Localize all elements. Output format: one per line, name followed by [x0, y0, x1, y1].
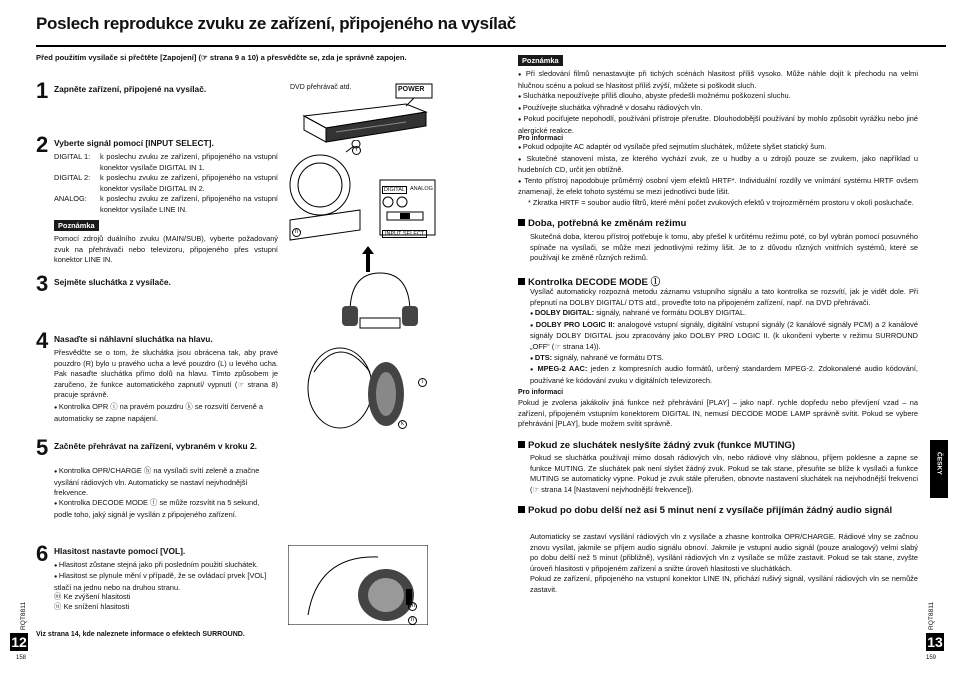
- step-2-number: 2: [36, 132, 49, 157]
- step-4-bullet: ● Kontrolka OPR ⓘ na pravém pouzdru ⓚ se rozsvítí červeně a automaticky se zapne napájení.: [54, 402, 278, 424]
- right-doc-code: RQT8811: [928, 601, 935, 630]
- volume-control-illustration: [288, 545, 428, 625]
- step-4-heading: Nasaďte si náhlavní sluchátka na hlavu.: [54, 334, 213, 344]
- callout-n: n: [408, 616, 417, 625]
- row-digital2: DIGITAL 2: k poslechu zvuku ze zařízení, připojeného na vstupní konektor vysílače DIGITAL IN 2.: [54, 173, 278, 193]
- right-page-number: 13: [927, 634, 943, 650]
- note-label: Poznámka: [54, 220, 99, 231]
- left-page-number: 12: [11, 634, 27, 650]
- right-note-label: Poznámka: [518, 55, 563, 66]
- callout-k: k: [398, 420, 407, 429]
- power-label: POWER: [398, 86, 425, 93]
- input-select-label: INPUT SELECT: [382, 230, 427, 238]
- left-small-page: 158: [16, 655, 27, 661]
- callout-m: m: [410, 603, 415, 609]
- row-analog: ANALOG: k poslechu zvuku ze zařízení, připojeného na vstupní konektor vysílače LINE IN.: [54, 194, 278, 214]
- analog-label: ANALOG: [410, 186, 433, 192]
- note-text: Pomocí zdrojů duálního zvuku (MAIN/SUB), vyberte požadovaný zvuk na přehrávači nebo televizoru, připojeného přes vstupní konektor LINE IN.: [54, 234, 278, 265]
- volume-up-text: ⓜ Ke zvýšení hlasitosti: [54, 592, 131, 601]
- decode-info-text: Pokud je zvolena jakákoliv jiná funkce než přehrávání [PLAY] – jako např. rychle dopředu nebo převíjení vzad – na zařízení, připojeném vstupním konektorem DIGITAL IN, nemusí DECODE MODE LAMP správně svítit. Pokud se vybere přehrávání [PLAY], bude možem svítit správně.: [518, 398, 918, 429]
- callout-l: l: [352, 146, 361, 155]
- row-digital1: DIGITAL 1: k poslechu zvuku ze zařízení, připojeného na vstupní konektor vysílače DIGITAL IN 1.: [54, 152, 278, 172]
- digital-label: DIGITAL: [384, 187, 405, 193]
- step-5-bullet-2: ● Kontrolka DECODE MODE ⓛ se může rozsvítit na 5 sekund, podle toho, jaký signál je vysílán z připojeného zařízení.: [54, 498, 278, 520]
- intro-text: Před použitím vysílače si přečtěte [Zapojení] (☞ strana 9 a 10) a přesvědčte se, zda je správně zapojen.: [36, 53, 407, 62]
- title-rule: [36, 45, 946, 47]
- section-muting-text: Pokud se sluchátka používají mimo dosah rádiových vln, nebo rádiové vlny slábnou, příjem poklesne a zapne se funkce MUTING. Ze sluchátek pak není slyšet žádný zvuk. Pokud se tak stane, přesuňte se blíže k vysílači a funkce MUTING se automaticky vypne. Pokud je zvuk stále přerušen, obnovte nastavení sluchátek na nejvhodnější frekvenci (☞ strana 14 [Nastavení nejvhodnější frekvence]).: [530, 453, 918, 494]
- input-select-list: [54, 152, 278, 216]
- step-6-number: 6: [36, 541, 49, 566]
- step-5-bullet-1: ● Kontrolka OPR/CHARGE ⓗ na vysílači svítí zeleně a značne vysílání rádiových vln. Automaticky se nastaví nejvhodnější frekvence.: [54, 466, 278, 499]
- step-1-number: 1: [36, 78, 49, 103]
- fig1-caption: DVD přehrávač atd.: [290, 84, 352, 91]
- step-4-text: Přesvědčte se o tom, že sluchátka jsou obrácena tak, aby pravé pouzdro (R) bylo u pravého ucha a levé pouzdro (L) u levého ucha. Pak nasaďte sluchátka přímo dolů na hlavu. Tímto způsobem je zaručeno, že funkce automatického zapnutí/ vypnutí (☞ strana 8) pracuje správně.: [54, 348, 278, 400]
- language-tab: ČESKY: [930, 440, 948, 498]
- step-6-heading: Hlasitost nastavte pomocí [VOL].: [54, 546, 186, 556]
- right-notes: ● Při sledování filmů nenastavujte při tichých scénách hlasitost příliš vysoko. Může náhle dojít k přechodu na velmi hlučnou scénu a pokud se hlasitost příliš zvýší, můžete si poškodit sluch. ● Sluchátka nepoužívejte příliš dlouho, abyste předešli možnému poškození sluchu. ● Používejte sluchátka výhradně v dosahu rádiových vln. ● Pokud pociťujete nepohodlí, používání přístroje přerušte. Dlouhodobější používání by mohlo způsobit vyrážku nebo jiné alergické reakce.: [518, 69, 918, 137]
- section-decode-mode-heading: Kontrolka DECODE MODE ⓛ: [518, 274, 660, 288]
- step-5-number: 5: [36, 435, 49, 460]
- left-doc-code: RQT8811: [20, 601, 27, 630]
- step-6-bullet-1: ● Hlasitost zůstane stejná jako při posledním použití sluchátek.: [54, 560, 278, 572]
- right-info: ● Pokud odpojíte AC adaptér od vysílače před sejmutím sluchátek, můžete slyšet statický šum. ● Skutečné stanovení místa, ze kterého vychází zvuk, ze u hudby a u zdrojů pouze se zvukem, jako například u hudebních CD, určit jen obtížně. ● Tento přístroj napodobuje průměrný osobní vjem efektů HRTF*. Individuální rozdíly ve vnímání systému HRTF ovšem znamenají, že efekt tohoto systému se mezi jednotlivci bude lišit. * Zkratka HRTF = soubor audio filtrů, které mění počet zvukových efektů v trojrozměrném prostoru v okolí posluchače.: [518, 142, 918, 209]
- right-info-label: Pro informaci: [518, 135, 564, 142]
- headphones-on-stand-illustration: [340, 268, 420, 330]
- step-1-heading: Zapněte zařízení, připojené na vysílač.: [54, 84, 207, 94]
- section-decode-mode-text: Vysílač automaticky rozpozná metodu záznamu vstupního signálu a tato kontrolka se rozsvítí, jak je vidět dole. Při přepnutí na DOLBY DIGITAL/ DTS atd., proveďte toto na připojeném zařízení, např. na DVD přehrávači. ● DOLBY DIGITAL: signály, nahrané ve formátu DOLBY DIGITAL. ● DOLBY PRO LOGIC II: analogové vstupní signály, digitální vstupní signály (2 kanálové signály PCM) a 2 kanálové signály DOLBY DIGITAL jsou zpracovány jako DOLBY PRO LOGIC II. (k ukončení vyberte v režimu SURROUND „OFF“ (☞ strana 14)). ● DTS: signály, nahrané ve formátu DTS. ● MPEG-2 AAC: jeden z kompresních audio formátů, určený standardem MPEG-2. Zdokonalené audio kódování, používané ke kódování zvuku v digitálních televizorech.: [530, 287, 918, 386]
- volume-down-text: ⓝ Ke snížení hlasitosti: [54, 602, 130, 611]
- step-3-number: 3: [36, 271, 49, 296]
- section-muting-heading: Pokud ze sluchátek neslyšíte žádný zvuk (funkce MUTING): [518, 440, 795, 451]
- step-5-heading: Začněte přehrávat na zařízení, vybraném v kroku 2.: [54, 441, 257, 451]
- section-mode-change-text: Skutečná doba, kterou přístroj potřebuje k tomu, aby přešel k určitému režimu poté, co byl vybrán pomocí posuvného spínače na vysílači, se může mezi jednotlivými režimy lišit. Je to z důvodu různých vnitřních systémů, které se používají ke změně různých režimů.: [530, 232, 918, 263]
- section-no-signal-text: Automaticky se zastaví vysílání rádiových vln z vysílače a zhasne kontrolka OPR/CHARGE. Rádiové vlny se začnou znovu vysílat, jakmile se příjem audio signálu obnoví. Jakmile je vstupní audio signál (pouze analogový) velmi slabý po dobu delší než 5 minut (přibližně), vysílání rádiových vln z vysílače se může zastavit. Pokud se tak stane, zvyšte úroveň hlasitosti v připojeném zařízení a snižte úroveň hlasitosti ve sluchátkách. Pokud ze zařízení, připojeného na vstupní konektor LINE IN, přichází rušivý signál, vysílání rádiových vln se nemůže zastavit.: [530, 532, 918, 594]
- right-small-page: 159: [926, 655, 937, 661]
- section-mode-change-heading: Doba, potřebná ke změnám režimu: [518, 218, 686, 229]
- step-4-number: 4: [36, 328, 49, 353]
- page-title: Poslech reprodukce zvuku ze zařízení, připojeného na vysílač: [36, 14, 516, 33]
- step-2-heading: Vyberte signál pomocí [INPUT SELECT].: [54, 138, 214, 148]
- callout-i: i: [418, 378, 427, 387]
- step-3-heading: Sejměte sluchátka z vysílače.: [54, 277, 171, 287]
- surround-reference: Viz strana 14, kde naleznete informace o efektech SURROUND.: [36, 631, 245, 638]
- step-6-bullet-2: ● Hlasitost se plynule mění v případě, že se ovládací prvek [VOL] stlačí na jednu nebo na druhou stranu.: [54, 571, 278, 593]
- callout-h: h: [292, 228, 301, 237]
- section-no-signal-heading: Pokud po dobu delší než asi 5 minut není z vysílače přijímán žádný audio signál: [518, 504, 918, 517]
- decode-info-label: Pro informaci: [518, 389, 564, 396]
